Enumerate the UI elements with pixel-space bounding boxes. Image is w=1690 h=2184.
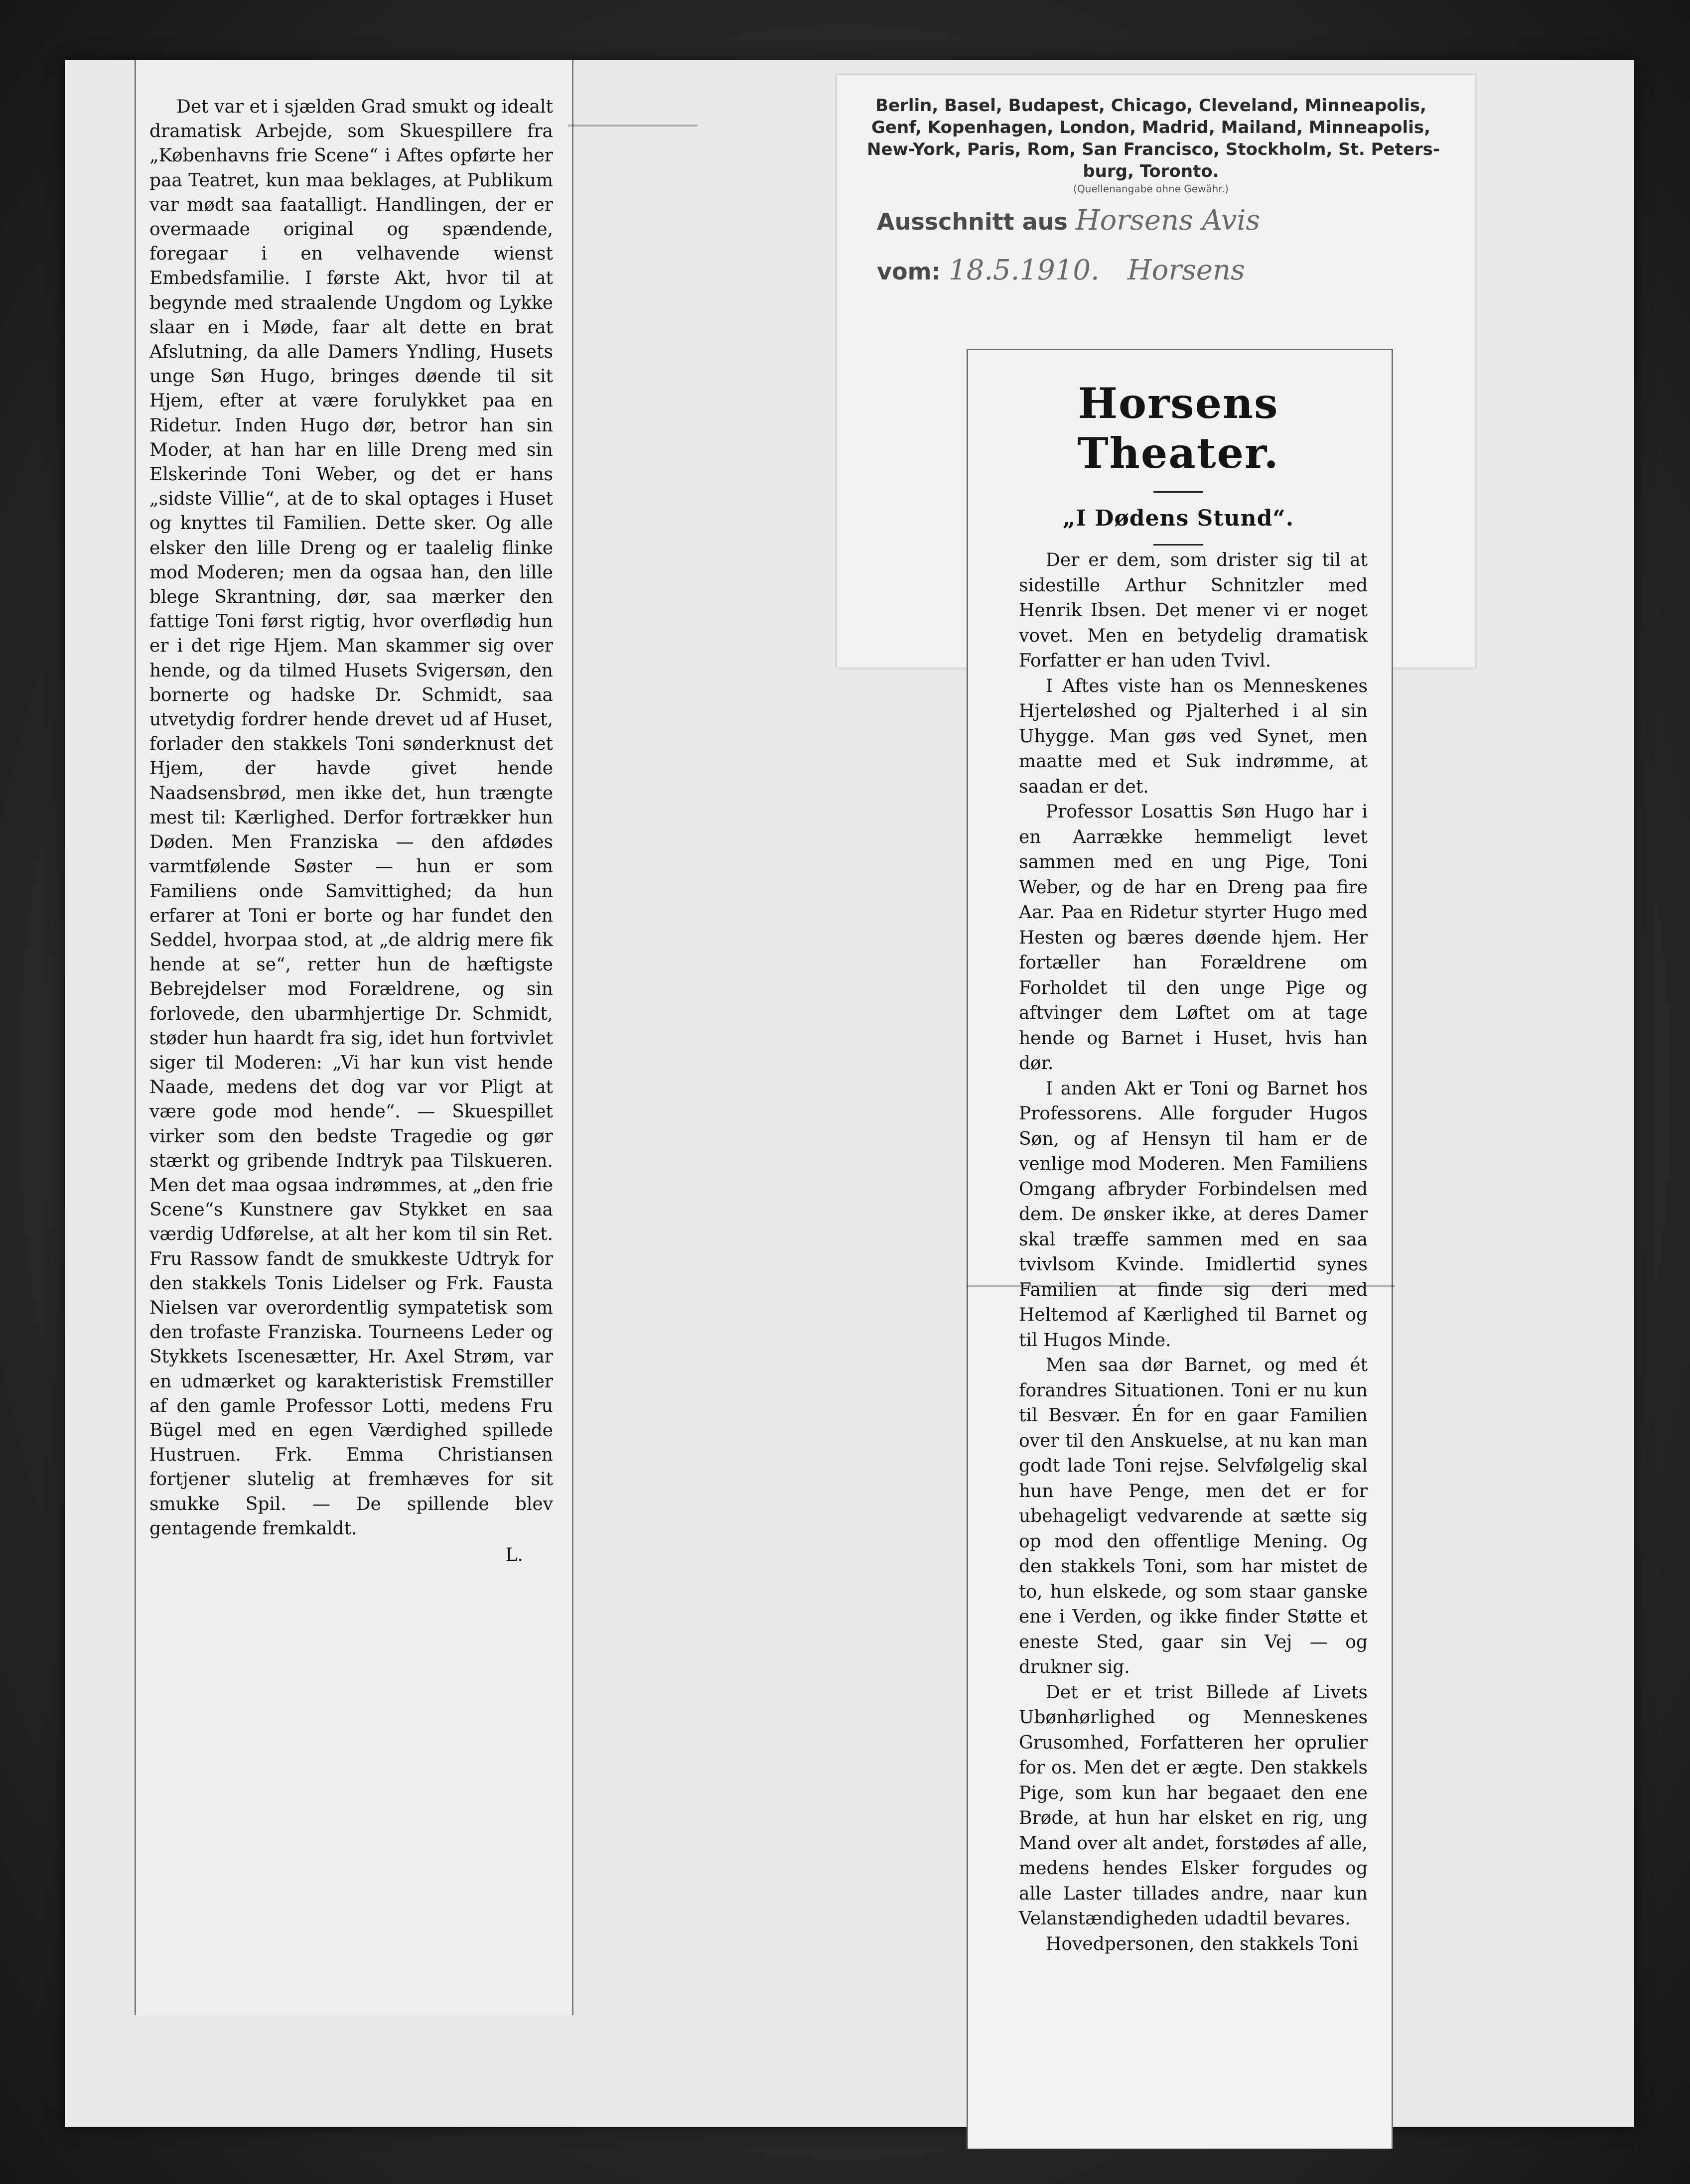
right-article-paragraph: Det er et trist Billede af Livets Ubønhørlighed og Menneskenes Grusomhed, Forfatteren her oprulier for os. Men det er ægte. Den stakkels Pige, som kun har begaaet den ene Brøde, at hun har elsket en rig, ung Mand over alt andet, forstødes af alle, medens hendes Elsker forgudes og alle Laster tillades andre, naar kun Velanstændigheden udadtil bevares. [1019, 1682, 1368, 1929]
right-article-header [977, 379, 1380, 558]
source-label: Ausschnitt aus [877, 208, 1068, 235]
left-article-paragraph: Det var et i sjælden Grad smukt og idealt dramatisk Arbejde, som Skuespillere fra „Københavns frie Scene“ i Aftes opførte her paa Teatret, kun maa beklages, at Publikum var mødt saa faatalligt. Handlingen, der er overmaade original og spændende, foregaar i en velhavende wienst Embedsfamilie. I første Akt, hvor til at begynde med straalende Ungdom og Lykke slaar en i Møde, faar alt dette en brat Afslutning, da alle Damers Yndling, Husets unge Søn Hugo, bringes døende til sit Hjem, efter at være forulykket paa en Ridetur. Inden Hugo dør, betror han sin Moder, at han har en lille Dreng med sin Elskerinde Toni Weber, og det er hans „sidste Villie“, at de to skal optages i Huset og knyttes til Familien. Dette sker. Og alle elsker den lille Dreng og er taalelig flinke mod Moderen; men da ogsaa han, den lille blege Skrantning, dør, saa mærker den fattige Toni først rigtig, hvor overflødig hun er i det rige Hjem. Man skammer sig over hende, og da tilmed Husets Svigersøn, den bornerte og hadske Dr. Schmidt, saa utvetydig fordrer hende drevet ud af Huset, forlader den stakkels Toni sønderknust det Hjem, der havde givet hende Naadsensbrød, men ikke det, hun trængte mest til: Kærlighed. Derfor fortrækker hun Døden. Men Franziska — den afdødes varmtfølende Søster — hun er som Familiens onde Samvittighed; da hun erfarer at Toni er borte og har fundet den Seddel, hvorpaa stod, at „de aldrig mere fik hende at se“, retter hun de hæftigste Bebrejdelser mod Forældrene, og sin forlovede, den ubarmhjertige Dr. Schmidt, støder hun haardt fra sig, idet hun fortvivlet siger til Moderen: „Vi har kun vist hende Naade, medens det dog var vor Pligt at være gode mod hende“. — Skuespillet virker som den bedste Tragedie og gør stærkt og gribende Indtryk paa Tilskueren. Men det maa ogsaa indrømmes, at „den frie Scene“s Kunstnere gav Stykket en saa værdig Udførelse, at alt her kom til sin Ret. Fru Rassow fandt de smukkeste Udtryk for den stakkels Tonis Lidelser og Frk. Fausta Nielsen var overordentlig sympatetisk som den trofaste Franziska. Tourneens Leder og Stykkets Iscenesætter, Hr. Axel Strøm, var en udmærket og karakteristisk Fremstiller af den gamle Professor Lotti, medens Fru Bügel med en egen Værdighed spillede Hustruen. Frk. Emma Christiansen fortjener slutelig at fremhæves for sit smukke Spil. — De spillende blev gentagende fremkaldt. [149, 97, 553, 1539]
left-article-signature: L. [505, 1544, 523, 1565]
cities-line: burg, Toronto. [1083, 161, 1219, 181]
subtitle-rule [1153, 544, 1203, 546]
right-article-paragraph: I anden Akt er Toni og Barnet hos Professorens. Alle forguder Hugos Søn, og af Hensyn til ham er de venlige mod Moderen. Men Familiens Omgang afbryder Forbindelsen med dem. De ønsker ikke, at deres Damer skal træffe sammen med en saa tvivlsom Kvinde. Imidlertid synes Familien at finde sig deri med Heltemod af Kærlighed til Barnet og til Hugos Minde. [1019, 1078, 1368, 1351]
right-article-paragraph: Der er dem, som drister sig til at sidestille Arthur Schnitzler med Henrik Ibsen. Det mener vi er noget vovet. Men en betydelig dramatisk Forfatter er han uden Tvivl. [1019, 550, 1368, 671]
right-article-paragraph: Men saa dør Barnet, og med ét forandres Situationen. Toni er nu kun til Besvær. Én for en gaar Familien over til den Anskuelse, at nu kan man godt lade Toni rejse. Selvfølgelig skal hun have Penge, men det er for ubehageligt vedvarende at sætte sig op mod den offentlige Mening. Og den stakkels Toni, som har mistet de to, hun elskede, og som staar ganske ene i Verden, og ikke finder Støtte et eneste Sted, gaar sin Vej — og drukner sig. [1019, 1355, 1368, 1677]
clipping-service-note: (Quellenangabe ohne Gewähr.) [1073, 183, 1229, 195]
right-article-paragraph: Hovedpersonen, den stakkels Toni [1046, 1933, 1359, 1954]
title-rule [1153, 491, 1203, 493]
right-article-paragraph: Professor Losattis Søn Hugo har i en Aarrække hemmeligt levet sammen med en ung Pige, Toni Weber, og de har en Dreng paa fire Aar. Paa en Ridetur styrter Hugo med Hesten og bæres døende hjem. Her fortæller han Forældrene om Forholdet til den unge Pige og aftvinger dem Løftet om at tage hende og Barnet i Huset, hvis han dør. [1019, 802, 1368, 1074]
cities-line: Genf, Kopenhagen, London, Madrid, Mailand, Minneapolis, [871, 118, 1430, 137]
right-article-paragraph: I Aftes viste han os Menneskenes Hjerteløshed og Pjalterhed i al sin Uhygge. Man gøs ved Synet, men maatte med et Suk indrømme, at saadan er det. [1019, 676, 1368, 797]
date-label: vom: [877, 258, 941, 285]
place-handwritten: Horsens [1127, 254, 1245, 286]
cities-line: New-York, Paris, Rom, San Francisco, Stockholm, St. Peters- [867, 139, 1440, 159]
left-article [149, 95, 553, 1567]
right-article [1019, 548, 1368, 1957]
paper-crease [568, 125, 698, 127]
cities-line: Berlin, Basel, Budapest, Chicago, Cleveland, Minneapolis, [875, 96, 1426, 116]
date-line [877, 254, 1245, 286]
source-handwritten: Horsens Avis [1075, 204, 1261, 237]
article-title: Horsens Theater. [1077, 379, 1279, 478]
source-line [877, 204, 1260, 237]
paper-crease [967, 1285, 1395, 1287]
article-subtitle: „I Dødens Stund“. [1062, 506, 1294, 531]
date-handwritten: 18.5.1910. [948, 254, 1100, 286]
clipping-service-cities [867, 95, 1440, 195]
